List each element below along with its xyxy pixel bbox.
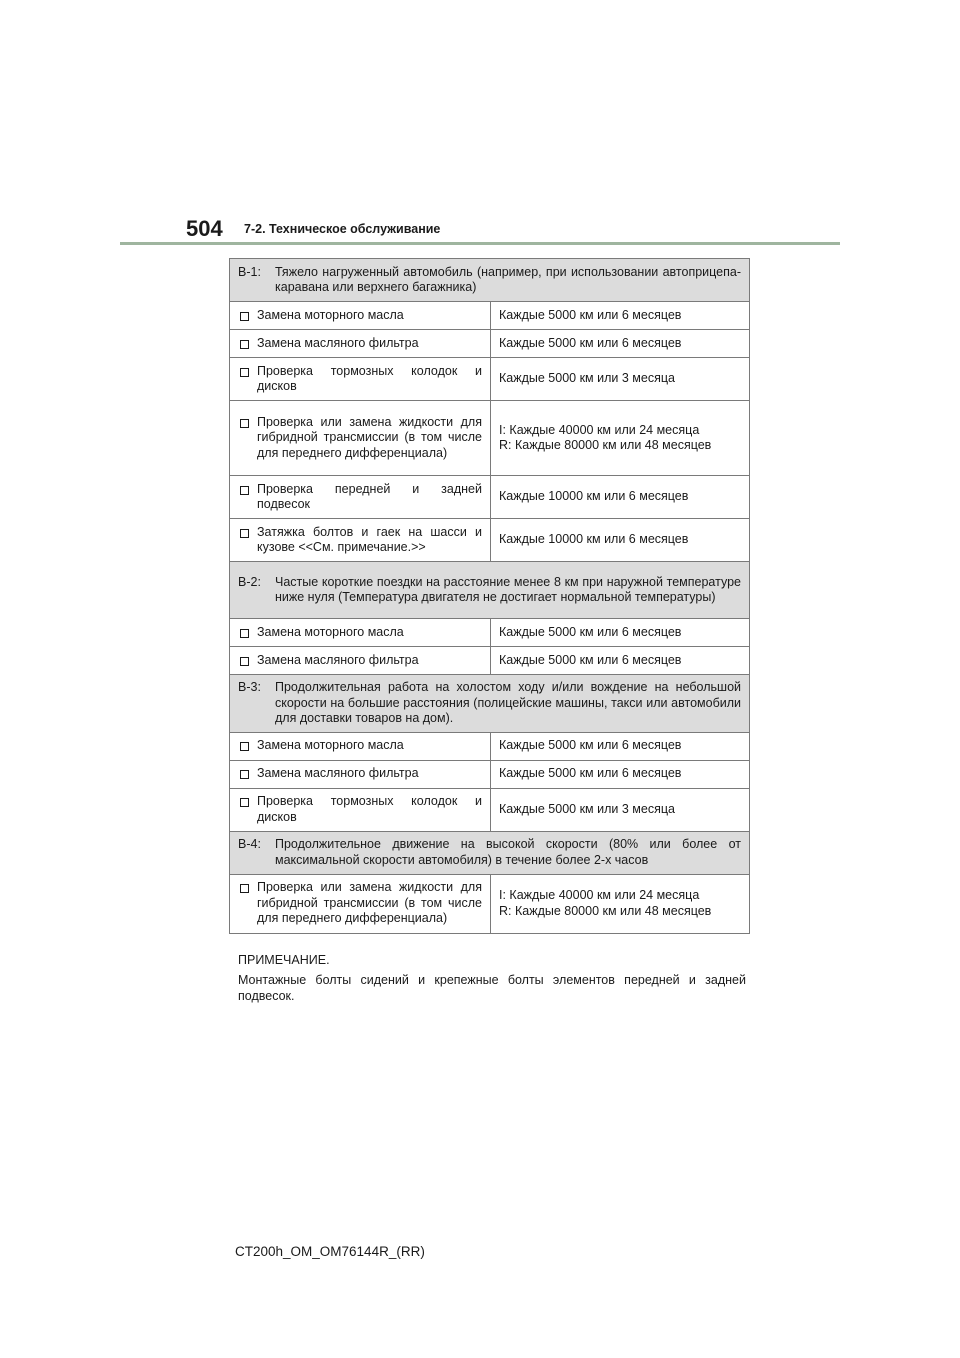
checkbox-icon (240, 884, 249, 893)
condition-code: B-3: (238, 680, 261, 694)
table-row (230, 619, 750, 647)
operation-wrap (238, 625, 482, 641)
table-row (230, 874, 750, 933)
interval-cell (491, 647, 750, 675)
interval-text: I: Каждые 40000 км или 24 месяца (499, 422, 700, 437)
checkbox-icon (240, 798, 249, 807)
interval-cell (491, 330, 750, 358)
condition-cell (230, 562, 750, 619)
operation-wrap (238, 336, 482, 352)
interval-cell (491, 476, 750, 519)
condition-row (230, 259, 750, 302)
condition-wrap (238, 265, 741, 296)
operation-text: Замена моторного масла (257, 624, 404, 639)
operation-text: Проверка или замена жидкости для гибридной трансмиссии (в том числе для переднего дифференциала) (257, 880, 482, 926)
checkbox-icon (240, 486, 249, 495)
table-row (230, 401, 750, 476)
operation-wrap (238, 766, 482, 782)
interval-text: R: Каждые 80000 км или 48 месяцев (499, 438, 712, 452)
condition-wrap (238, 680, 741, 727)
checkbox-icon (240, 529, 249, 538)
operation-cell (230, 476, 491, 519)
interval-cell (491, 760, 750, 788)
operation-wrap (238, 482, 482, 513)
checkbox-icon (240, 312, 249, 321)
interval-text: Каждые 10000 км или 6 месяцев (499, 532, 689, 547)
operation-wrap (238, 364, 482, 395)
condition-cell (230, 259, 750, 302)
note-body: Монтажные болты сидений и крепежные болты элементов передней и задней подвесок. (238, 973, 746, 1003)
checkbox-icon (240, 629, 249, 638)
condition-row (230, 675, 750, 733)
table-row (230, 760, 750, 788)
condition-row (230, 831, 750, 874)
condition-wrap (238, 837, 741, 868)
operation-text: Замена масляного фильтра (257, 335, 419, 350)
operation-text: Замена масляного фильтра (257, 652, 419, 667)
operation-wrap (238, 308, 482, 324)
operation-text: Замена моторного масла (257, 738, 404, 753)
operation-cell (230, 401, 491, 476)
operation-text: Затяжка болтов и гаек на шасси и кузове <<См. примечание.>> (257, 524, 482, 554)
interval-text: Каждые 10000 км или 6 месяцев (499, 489, 689, 504)
interval-cell (491, 401, 750, 476)
interval-cell (491, 519, 750, 562)
checkbox-icon (240, 368, 249, 377)
condition-text: Продолжительное движение на высокой скорости (80% или более от максимальной скорости автомобиля) в течение более 2-х часов (275, 837, 741, 867)
operation-wrap (238, 415, 482, 462)
operation-text: Замена масляного фильтра (257, 766, 419, 781)
operation-cell (230, 732, 491, 760)
footer-doc-code: CT200h_OM_OM76144R_(RR) (235, 1244, 425, 1259)
table-row (230, 732, 750, 760)
table-row (230, 788, 750, 831)
condition-text: Тяжело нагруженный автомобиль (например, при использовании автоприцепа-каравана или верхнего багажника) (275, 264, 741, 294)
operation-cell (230, 519, 491, 562)
interval-text: Каждые 5000 км или 6 месяцев (499, 624, 682, 639)
checkbox-icon (240, 419, 249, 428)
condition-code: B-2: (238, 574, 261, 589)
checkbox-icon (240, 742, 249, 751)
condition-code: B-1: (238, 264, 261, 279)
operation-cell (230, 302, 491, 330)
interval-text: I: Каждые 40000 км или 24 месяца (499, 888, 700, 902)
operation-wrap (238, 738, 482, 754)
interval-cell (491, 732, 750, 760)
checkbox-icon (240, 657, 249, 666)
operation-cell (230, 647, 491, 675)
interval-cell (491, 788, 750, 831)
operation-wrap (238, 880, 482, 927)
interval-text: Каждые 5000 км или 6 месяцев (499, 738, 682, 753)
interval-cell (491, 874, 750, 933)
condition-row (230, 562, 750, 619)
condition-text: Частые короткие поездки на расстояние менее 8 км при наружной температуре ниже нуля (Температура двигателя не достигает нормальной температуры) (275, 574, 741, 604)
operation-text: Проверка тормозных колодок и дисков (257, 363, 482, 393)
operation-wrap (238, 794, 482, 825)
interval-cell (491, 358, 750, 401)
operation-text: Проверка или замена жидкости для гибридной трансмиссии (в том числе для переднего дифференциала) (257, 414, 482, 460)
table-row (230, 302, 750, 330)
maintenance-table (229, 258, 750, 934)
operation-text: Замена моторного масла (257, 307, 404, 322)
operation-cell (230, 619, 491, 647)
section-title: 7-2. Техническое обслуживание (244, 222, 441, 236)
table-row (230, 519, 750, 562)
operation-wrap (238, 525, 482, 556)
operation-cell (230, 330, 491, 358)
checkbox-icon (240, 770, 249, 779)
note-title: ПРИМЕЧАНИЕ. (238, 953, 330, 967)
condition-code: B-4: (238, 837, 261, 851)
header-rule (120, 242, 840, 245)
interval-text: Каждые 5000 км или 3 месяца (499, 371, 675, 386)
table-row (230, 647, 750, 675)
checkbox-icon (240, 340, 249, 349)
interval-text: Каждые 5000 км или 6 месяцев (499, 766, 682, 781)
operation-cell (230, 358, 491, 401)
interval-text: Каждые 5000 км или 3 месяца (499, 801, 675, 816)
interval-cell (491, 619, 750, 647)
condition-cell (230, 675, 750, 733)
operation-text: Проверка тормозных колодок и дисков (257, 794, 482, 824)
table-row (230, 330, 750, 358)
operation-cell (230, 760, 491, 788)
page-number: 504 (186, 216, 223, 241)
operation-cell (230, 788, 491, 831)
condition-cell (230, 831, 750, 874)
table-row (230, 476, 750, 519)
condition-text: Продолжительная работа на холостом ходу и/или вождение на небольшой скорости на большие расстояния (полицейские машины, такси или автомобили для доставки товаров на дом). (275, 680, 741, 725)
table-row (230, 358, 750, 401)
operation-wrap (238, 653, 482, 669)
operation-text: Проверка передней и задней подвесок (257, 481, 482, 511)
interval-text: Каждые 5000 км или 6 месяцев (499, 307, 682, 322)
operation-cell (230, 874, 491, 933)
interval-text: R: Каждые 80000 км или 48 месяцев (499, 903, 712, 918)
interval-text: Каждые 5000 км или 6 месяцев (499, 652, 682, 667)
interval-cell (491, 302, 750, 330)
condition-wrap (238, 575, 741, 606)
interval-text: Каждые 5000 км или 6 месяцев (499, 335, 682, 350)
